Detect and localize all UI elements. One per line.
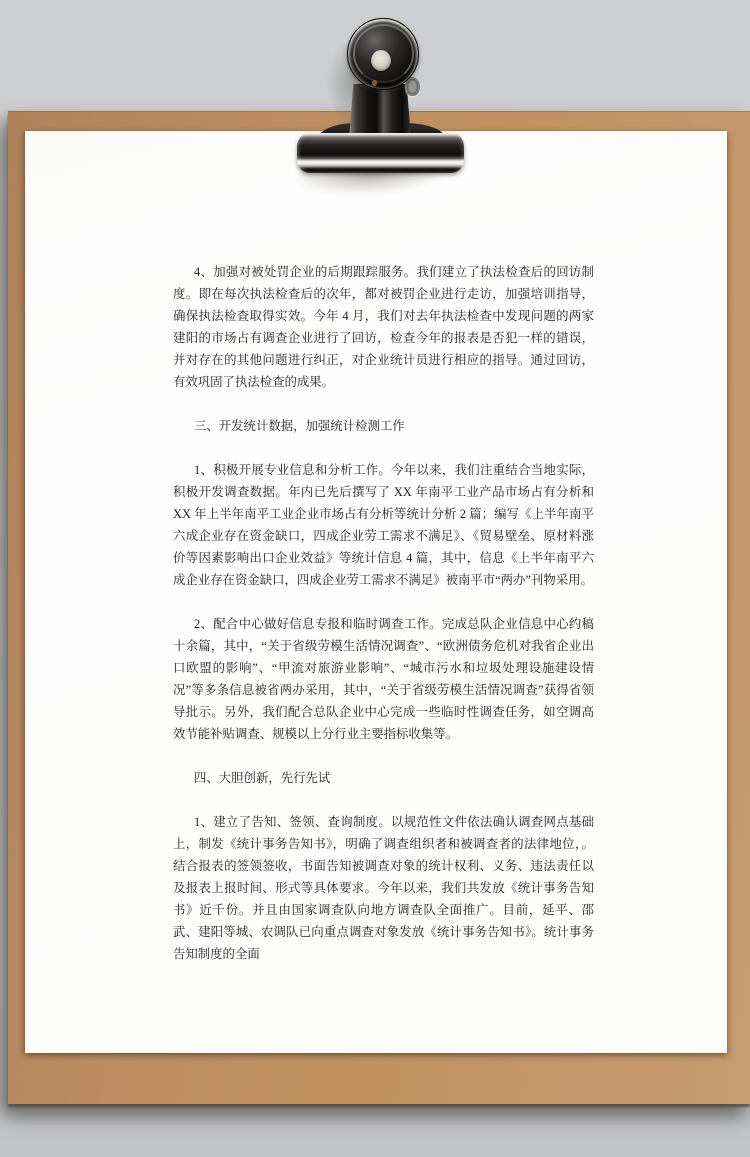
clip-reflection-dot	[372, 80, 377, 86]
document-paragraph: 4、加强对被处罚企业的后期跟踪服务。我们建立了执法检查后的回访制度。即在每次执法检查后的次年，都对被罚企业进行走访，加强培训指导，确保执法检查取得实效。今年 4 月，我们对去年执法检查中发现问题的两家建阳的市场占有调查企业进行了回访，检查今年的报表是否犯一样的错误，并对存在的其他问题进行纠正，对企业统计员进行相应的指导。通过回访，有效巩固了执法检查的成果。	[173, 265, 594, 389]
clip-bar	[297, 133, 464, 173]
document-page	[25, 131, 727, 1053]
document-text-area	[173, 261, 594, 965]
section-heading: 四、大胆创新，先行先试	[194, 771, 331, 785]
section-heading: 三、开发统计数据，加强统计检测工作	[194, 419, 405, 433]
document-paragraph: 1、积极开展专业信息和分析工作。今年以来，我们注重结合当地实际，积极开发调查数据。年内已先后撰写了 XX 年南平工业产品市场占有分析和 XX 年上半年南平工业企业市场占有分析等统计分析 2 篇；编写《上半年南平六成企业存在资金缺口，四成企业劳工需求不满足》、《贸易壁垒、原材料涨价等因素影响出口企业效益》等统计信息 4 篇，其中，信息《上半年南平六成企业存在资金缺口，四成企业劳工需求不满足》被南平市“两办”刊物采用。	[173, 463, 594, 587]
document-paragraph: 1、建立了告知、签领、查询制度。以规范性文件依法确认调查网点基础上，制发《统计事务告知书》，明确了调查组织者和被调查者的法律地位，。结合报表的签领签收，书面告知被调查对象的统计权利、义务、违法责任以及报表上报时间、形式等具体要求。今年以来，我们共发放《统计事务告知书》近千份。并且由国家调查队向地方调查队全面推广。目前，延平、邵武、建阳等城、农调队已向重点调查对象发放《统计事务告知书》。统计事务告知制度的全面	[173, 815, 594, 961]
clip-knob-hole	[371, 50, 391, 71]
clip-neck	[349, 84, 411, 138]
document-paragraph: 2、配合中心做好信息专报和临时调查工作。完成总队企业信息中心约稿十余篇，其中，“关于省级劳模生活情况调查”、“欧洲债务危机对我省企业出口欧盟的影响”、“甲流对旅游业影响”、“城市污水和垃圾处理设施建设情况”等多条信息被省两办采用，其中，“关于省级劳模生活情况调查”获得省领导批示。另外，我们配合总队企业中心完成一些临时性调查任务，如空调高效节能补贴调查、规模以上分行业主要指标收集等。	[173, 617, 594, 741]
